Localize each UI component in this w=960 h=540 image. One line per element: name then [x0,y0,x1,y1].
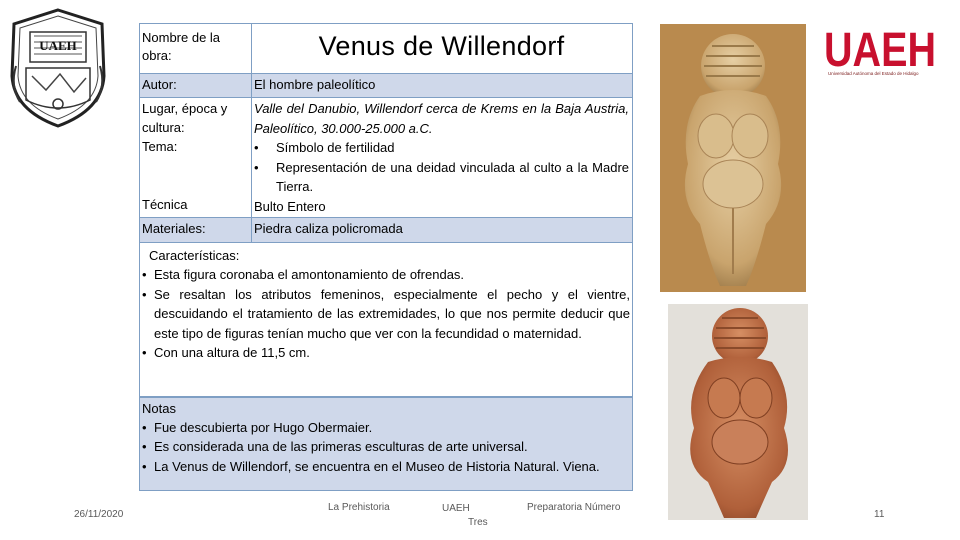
list-item: • Con una altura de 11,5 cm. [142,345,310,360]
uaeh-logo-subtitle: Universidad Autónoma del Estado de Hidalgo [828,71,919,76]
list-item: • Es considerada una de las primeras esculturas de arte universal. [142,439,528,455]
row-materiales [140,218,632,242]
materiales-value: Piedra caliza policromada [251,218,632,242]
uaeh-logo [824,24,938,82]
notes-list [142,418,632,476]
autor-label: Autor: [142,77,177,92]
list-item: • Esta figura coronaba el amontonamiento de ofrendas. [142,267,465,282]
row-lugar-tema-tecnica [140,98,632,218]
tema-item: • Representación de una deidad vinculada al culto a la Madre Tierra. [254,159,629,194]
artwork-title: Venus de Willendorf [251,24,632,73]
notes-title: Notas [142,401,176,416]
footer-date: 26/11/2020 [74,509,124,520]
tema-label: Tema: [142,139,178,154]
characteristics-title: Características: [149,248,240,263]
title-label: Nombre de la obra: [142,30,221,63]
materiales-label: Materiales: [142,221,206,236]
characteristics-box [139,243,633,397]
footer-school: Preparatoria Número [527,502,621,513]
svg-text:UAEH: UAEH [39,38,77,53]
footer-topic: La Prehistoria [328,502,390,513]
svg-text:UAEH: UAEH [824,24,936,70]
institution-seal-logo [6,6,110,130]
venus-photo-front [660,24,806,292]
row-autor [140,74,632,98]
notes-box [139,397,633,491]
tema-item: • Símbolo de fertilidad [254,140,395,155]
uaeh-logo-mark [824,24,938,70]
footer-institution: UAEH Tres [442,503,488,528]
tecnica-value: Bulto Entero [254,198,326,214]
autor-value: El hombre paleolítico [251,74,632,97]
characteristics-list [142,265,630,363]
lugar-value: Valle del Danubio, Willendorf cerca de Krems en la Baja Austria, Paleolítico, 30.000-25.000 a.C. [254,101,629,136]
venus-photo-side [668,304,808,520]
list-item: • Fue descubierta por Hugo Obermaier. [142,420,373,435]
list-item: • Se resaltan los atributos femeninos, especialmente el pecho y el vientre, descuidando el tratamiento de las extremidades, lo que nos permite deducir que este tipo de figuras tenían mucho que ver con la fecundidad o maternidad. [142,286,630,341]
list-item: • La Venus de Willendorf, se encuentra en el Museo de Historia Natural. Viena. [142,458,600,474]
tecnica-label: Técnica [142,197,188,212]
artwork-info-table [139,23,633,243]
slide-number: 11 [874,509,885,520]
lugar-label: Lugar, época y cultura: [142,101,228,135]
row-title [140,24,632,74]
